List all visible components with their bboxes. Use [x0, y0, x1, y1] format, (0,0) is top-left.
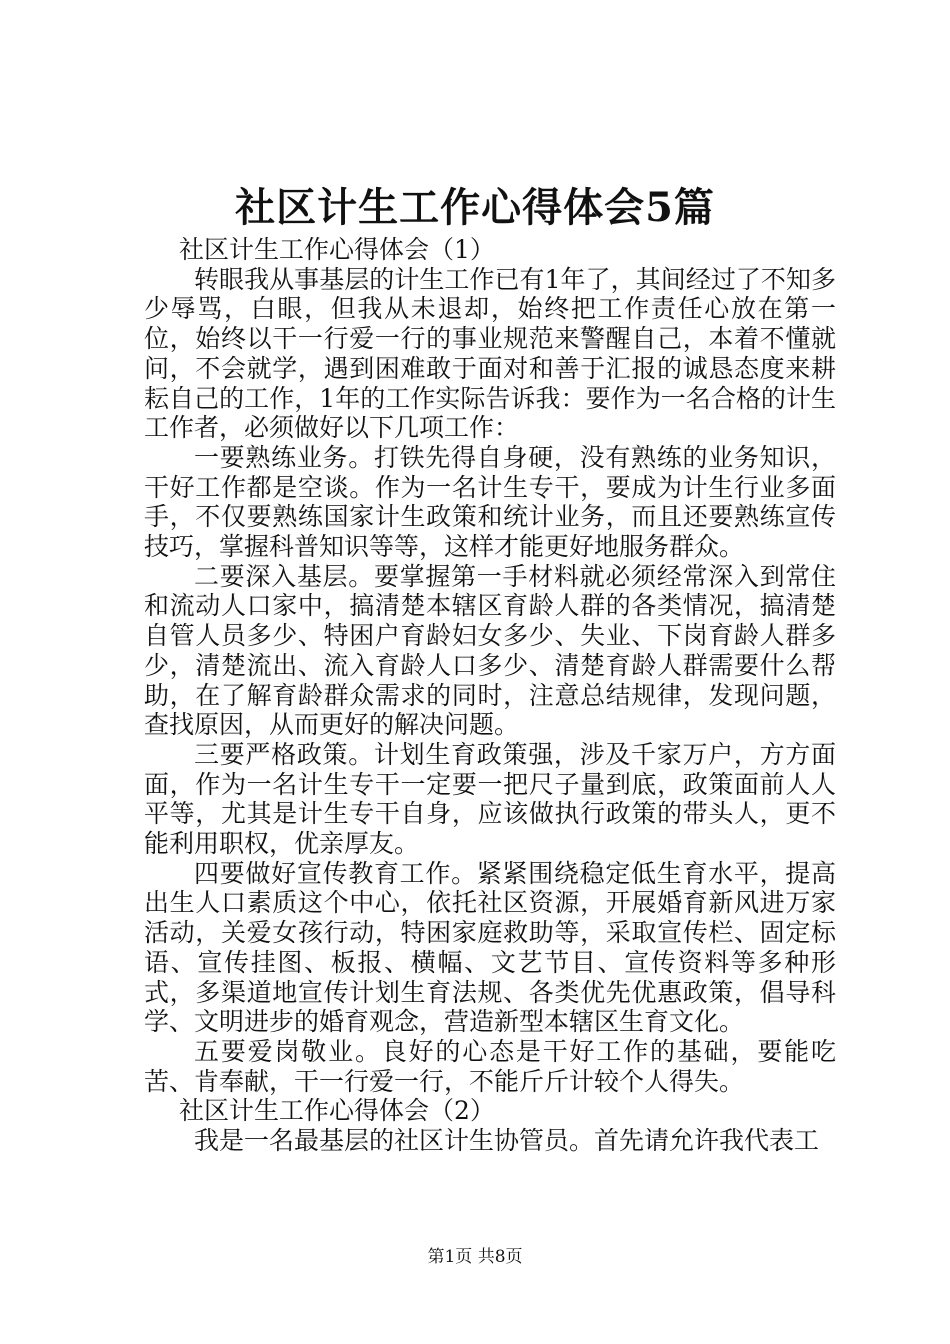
paragraph-point-3: 三要严格政策。计划生育政策强，涉及千家万户，方方面面，作为一名计生专干一定要一把尺子量到底，政策面前人人平等，尤其是计生专干自身，应该做执行政策的带头人，更不能利用职权，优亲厚友。 — [144, 739, 836, 859]
paragraph-intro: 转眼我从事基层的计生工作已有1年了，其间经过了不知多少辱骂，白眼，但我从未退却，始终把工作责任心放在第一位，始终以干一行爱一行的事业规范来警醒自己，本着不懂就问，不会就学，遇到困难敢于面对和善于汇报的诚恳态度来耕耘自己的工作，1年的工作实际告诉我：要作为一名合格的计生工作者，必须做好以下几项工作： — [144, 264, 836, 443]
page-footer: 第1页 共8页 — [427, 1247, 523, 1267]
paragraph-section-2-intro: 我是一名最基层的社区计生协管员。首先请允许我代表工 — [194, 1126, 820, 1156]
document-body — [144, 235, 836, 1156]
section-heading-1: 社区计生工作心得体会（1） — [179, 235, 495, 264]
paragraph-point-1: 一要熟练业务。打铁先得自身硬，没有熟练的业务知识，干好工作都是空谈。作为一名计生专干，要成为计生行业多面手，不仅要熟练国家计生政策和统计业务，而且还要熟练宣传技巧，掌握科普知识等等，这样才能更好地服务群众。 — [144, 442, 836, 562]
section-heading-2: 社区计生工作心得体会（2） — [179, 1096, 495, 1126]
paragraph-point-5: 五要爱岗敬业。良好的心态是干好工作的基础，要能吃苦、肯奉献，干一行爱一行，不能斤斤计较个人得失。 — [144, 1036, 836, 1096]
paragraph-point-2: 二要深入基层。要掌握第一手材料就必须经常深入到常住和流动人口家中，搞清楚本辖区育龄人群的各类情况，搞清楚自管人员多少、特困户育龄妇女多少、失业、下岗育龄人群多少，清楚流出、流入育龄人口多少、清楚育龄人群需要什么帮助，在了解育龄群众需求的同时，注意总结规律，发现问题，查找原因，从而更好的解决问题。 — [144, 561, 836, 740]
document-title: 社区计生工作心得体会5篇 — [235, 184, 715, 231]
paragraph-point-4: 四要做好宣传教育工作。紧紧围绕稳定低生育水平，提高出生人口素质这个中心，依托社区资源，开展婚育新风进万家活动，关爱女孩行动，特困家庭救助等，采取宣传栏、固定标语、宣传挂图、板报、横幅、文艺节目、宣传资料等多种形式，多渠道地宣传计划生育法规、各类优先优惠政策，倡导科学、文明进步的婚育观念，营造新型本辖区生育文化。 — [144, 858, 836, 1037]
